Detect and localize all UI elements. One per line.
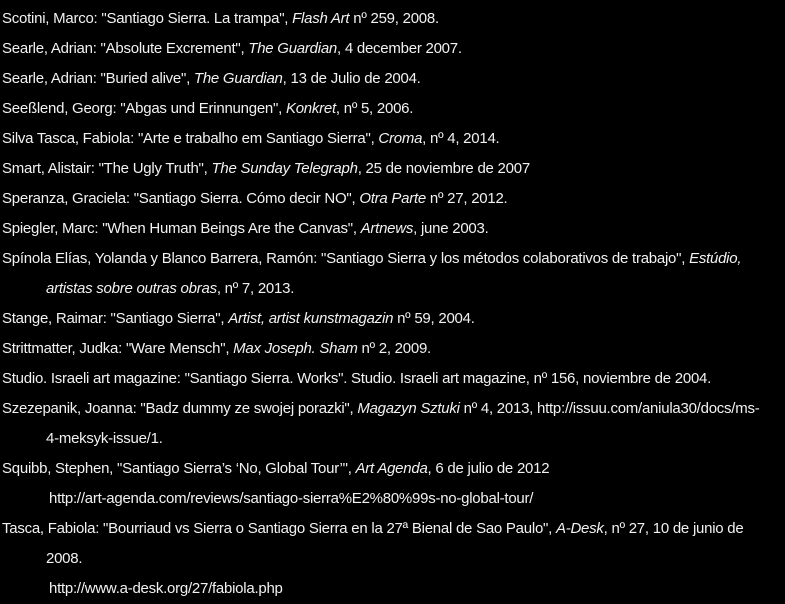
citation-text: , nº 7, 2013. xyxy=(216,280,295,297)
citation-text: Strittmatter, Judka: "Ware Mensch", xyxy=(2,340,234,357)
citation-text: 4-meksyk-issue/1. xyxy=(46,430,163,447)
entry-line xyxy=(0,184,785,214)
citation-text: Silva Tasca, Fabiola: "Arte e trabalho em Santiago Sierra", xyxy=(2,130,379,147)
publication-title: The Guardian xyxy=(248,40,338,57)
entry-line xyxy=(0,64,785,94)
publication-title: Art Agenda xyxy=(355,460,428,477)
entry-line xyxy=(0,244,785,274)
publication-title: Artist, artist kunstmagazin xyxy=(228,310,394,327)
publication-title: The Guardian xyxy=(193,70,283,87)
publication-title: Flash Art xyxy=(292,10,350,27)
publication-title: Croma xyxy=(378,130,423,147)
publication-title: Artnews xyxy=(360,220,414,237)
citation-text: nº 2, 2009. xyxy=(357,340,431,357)
citation-text: , nº 5, 2006. xyxy=(335,100,414,117)
citation-text: http://www.a-desk.org/27/fabiola.php xyxy=(49,580,283,597)
entry-line xyxy=(0,574,785,604)
citation-text: , nº 4, 2014. xyxy=(422,130,500,147)
bibliography-entry xyxy=(0,34,785,64)
bibliography-entry xyxy=(0,124,785,154)
citation-text: nº 59, 2004. xyxy=(393,310,475,327)
citation-text: Smart, Alistair: "The Ugly Truth", xyxy=(2,160,212,177)
publication-title: Estúdio, xyxy=(689,250,742,267)
entry-line xyxy=(0,274,785,304)
bibliography-entry xyxy=(0,394,785,454)
citation-text: , june 2003. xyxy=(413,220,489,237)
publication-title: Max Joseph. Sham xyxy=(233,340,358,357)
entry-line xyxy=(0,4,785,34)
publication-title: artistas sobre outras obras xyxy=(46,280,217,297)
publication-title: A-Desk xyxy=(555,520,604,537)
bibliography-list xyxy=(0,4,785,604)
entry-line xyxy=(0,514,785,544)
bibliography-entry xyxy=(0,94,785,124)
citation-text: http://art-agenda.com/reviews/santiago-sierra%E2%80%99s-no-global-tour/ xyxy=(49,490,534,507)
bibliography-entry xyxy=(0,214,785,244)
bibliography-entry xyxy=(0,304,785,334)
citation-text: Spínola Elías, Yolanda y Blanco Barrera, Ramón: "Santiago Sierra y los métodos colaborativos de trabajo", xyxy=(2,250,690,267)
bibliography-entry xyxy=(0,64,785,94)
citation-text: Tasca, Fabiola: "Bourriaud vs Sierra o Santiago Sierra en la 27ª Bienal de Sao Paulo", xyxy=(2,520,556,537)
citation-text: Speranza, Graciela: "Santiago Sierra. Cómo decir NO", xyxy=(2,190,360,207)
entry-line xyxy=(0,304,785,334)
entry-line xyxy=(0,124,785,154)
citation-text: nº 259, 2008. xyxy=(349,10,439,27)
citation-text: Scotini, Marco: "Santiago Sierra. La trampa", xyxy=(2,10,293,27)
citation-text: Searle, Adrian: "Absolute Excrement", xyxy=(2,40,249,57)
citation-text: Searle, Adrian: "Buried alive", xyxy=(2,70,194,87)
citation-text: Spiegler, Marc: "When Human Beings Are the Canvas", xyxy=(2,220,361,237)
citation-text: Studio. Israeli art magazine: "Santiago Sierra. Works". Studio. Israeli art magazine, nº 156, noviembre de 2004. xyxy=(2,370,712,387)
publication-title: Magazyn Sztuki xyxy=(357,400,460,417)
citation-text: , 6 de julio de 2012 xyxy=(427,460,550,477)
publication-title: Otra Parte xyxy=(359,190,427,207)
entry-line xyxy=(0,364,785,394)
citation-text: Squibb, Stephen, "Santiago Sierra’s ‘No, Global Tour’", xyxy=(2,460,356,477)
bibliography-entry xyxy=(0,454,785,514)
citation-text: Szezepanik, Joanna: "Badz dummy ze swojej porazki", xyxy=(2,400,358,417)
entry-line xyxy=(0,94,785,124)
bibliography-entry xyxy=(0,244,785,304)
entry-line xyxy=(0,484,785,514)
bibliography-entry xyxy=(0,154,785,184)
citation-text: Stange, Raimar: "Santiago Sierra", xyxy=(2,310,229,327)
entry-line xyxy=(0,544,785,574)
entry-line xyxy=(0,334,785,364)
bibliography-entry xyxy=(0,514,785,604)
citation-text: nº 27, 2012. xyxy=(426,190,508,207)
bibliography-entry xyxy=(0,364,785,394)
citation-text: Seeßlend, Georg: "Abgas und Erinnungen", xyxy=(2,100,286,117)
citation-text: , nº 27, 10 de junio de xyxy=(603,520,744,537)
citation-text: , 4 december 2007. xyxy=(337,40,462,57)
entry-line xyxy=(0,454,785,484)
publication-title: The Sunday Telegraph xyxy=(211,160,358,177)
entry-line xyxy=(0,34,785,64)
bibliography-entry xyxy=(0,334,785,364)
publication-title: Konkret xyxy=(285,100,336,117)
bibliography-entry xyxy=(0,184,785,214)
bibliography-entry xyxy=(0,4,785,34)
citation-text: 2008. xyxy=(46,550,83,567)
citation-text: nº 4, 2013, http://issuu.com/aniula30/docs/ms- xyxy=(459,400,760,417)
entry-line xyxy=(0,214,785,244)
entry-line xyxy=(0,154,785,184)
citation-text: , 13 de Julio de 2004. xyxy=(282,70,421,87)
entry-line xyxy=(0,394,785,424)
entry-line xyxy=(0,424,785,454)
citation-text: , 25 de noviembre de 2007 xyxy=(357,160,530,177)
